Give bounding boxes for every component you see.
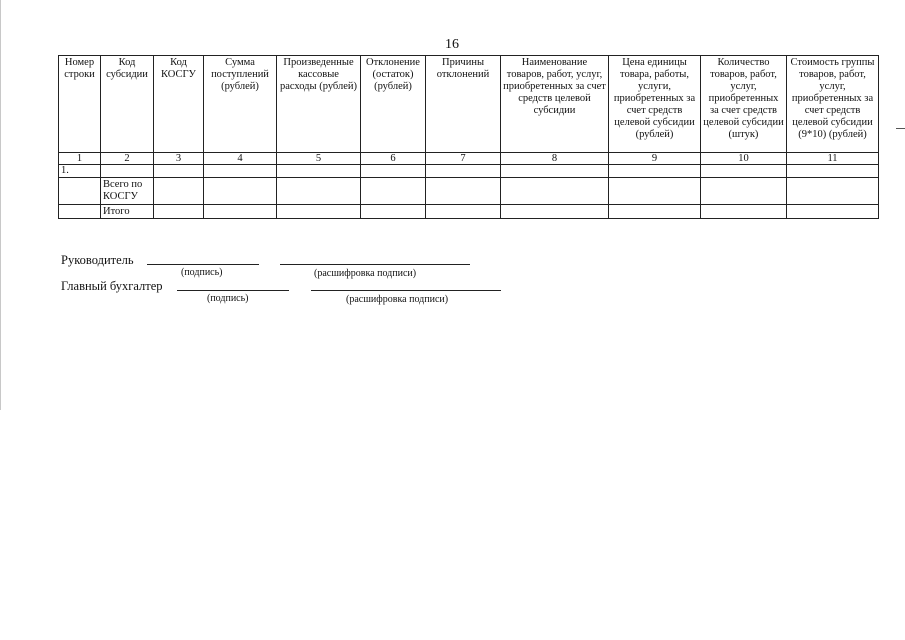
column-number: 10 <box>701 153 787 165</box>
page-edge-line <box>0 0 1 410</box>
table-cell <box>361 205 426 219</box>
table-cell <box>277 178 361 205</box>
head-decoding-line <box>280 264 470 265</box>
table-cell <box>609 165 701 178</box>
table-cell <box>204 205 277 219</box>
table-cell <box>787 165 879 178</box>
table-cell <box>501 178 609 205</box>
table-cell <box>501 205 609 219</box>
head-signature-label: Руководитель <box>61 253 134 267</box>
table-cell <box>361 178 426 205</box>
column-number: 5 <box>277 153 361 165</box>
chief-accountant-signature-label: Главный бухгалтер <box>61 279 163 293</box>
table-cell <box>154 165 204 178</box>
column-header: Код КОСГУ <box>154 56 204 153</box>
column-header: Цена единицы товара, работы, услуги, приобретенных за счет средств целевой субсидии (рублей) <box>609 56 701 153</box>
table-cell <box>701 178 787 205</box>
total-label: Итого <box>101 205 154 219</box>
total-kosgu-label: Всего по КОСГУ <box>101 178 154 205</box>
table-cell <box>154 178 204 205</box>
table-cell <box>501 165 609 178</box>
table-cell <box>426 165 501 178</box>
column-number: 9 <box>609 153 701 165</box>
column-number-row <box>59 153 879 165</box>
column-number: 7 <box>426 153 501 165</box>
head-signature-line <box>147 264 259 265</box>
column-header: Номер строки <box>59 56 101 153</box>
table-cell <box>59 178 101 205</box>
column-header: Код субсидии <box>101 56 154 153</box>
column-header: Наименование товаров, работ, услуг, приобретенных за счет средств целевой субсидии <box>501 56 609 153</box>
table-cell <box>609 205 701 219</box>
chief-accountant-decoding-hint: (расшифровка подписи) <box>346 294 449 305</box>
column-header: Причины отклонений <box>426 56 501 153</box>
table-cell <box>204 165 277 178</box>
margin-mark <box>896 128 905 129</box>
chief-accountant-signature-hint: (подпись) <box>207 293 249 304</box>
table-cell <box>426 178 501 205</box>
table-cell <box>361 165 426 178</box>
column-header: Произведенные кассовые расходы (рублей) <box>277 56 361 153</box>
column-number: 4 <box>204 153 277 165</box>
chief-accountant-signature-line <box>177 290 289 291</box>
table-cell <box>101 165 154 178</box>
table-header-row <box>59 56 879 153</box>
column-header: Отклонение (остаток) (рублей) <box>361 56 426 153</box>
column-header: Стоимость группы товаров, работ, услуг, приобретенных за счет средств целевой субсидии (9*10) (рублей) <box>787 56 879 153</box>
table-cell <box>787 205 879 219</box>
table-cell <box>701 205 787 219</box>
page-number: 16 <box>445 37 459 52</box>
table-cell <box>609 178 701 205</box>
report-table <box>58 55 879 219</box>
table-row-total <box>59 205 879 219</box>
column-number: 6 <box>361 153 426 165</box>
head-decoding-hint: (расшифровка подписи) <box>314 268 417 279</box>
column-number: 2 <box>101 153 154 165</box>
table-cell <box>787 178 879 205</box>
column-number: 11 <box>787 153 879 165</box>
table-row <box>59 165 879 178</box>
table-row-total-kosgu <box>59 178 879 205</box>
table-cell <box>204 178 277 205</box>
row-number-cell: 1. <box>59 165 101 178</box>
column-number: 1 <box>59 153 101 165</box>
table-cell <box>701 165 787 178</box>
column-header: Количество товаров, работ, услуг, приобретенных за счет средств целевой субсидии (штук) <box>701 56 787 153</box>
column-number: 3 <box>154 153 204 165</box>
table-cell <box>426 205 501 219</box>
table-cell <box>277 205 361 219</box>
column-header: Сумма поступлений (рублей) <box>204 56 277 153</box>
table-cell <box>154 205 204 219</box>
head-signature-hint: (подпись) <box>181 267 223 278</box>
column-number: 8 <box>501 153 609 165</box>
chief-accountant-decoding-line <box>311 290 501 291</box>
table-cell <box>277 165 361 178</box>
table-cell <box>59 205 101 219</box>
